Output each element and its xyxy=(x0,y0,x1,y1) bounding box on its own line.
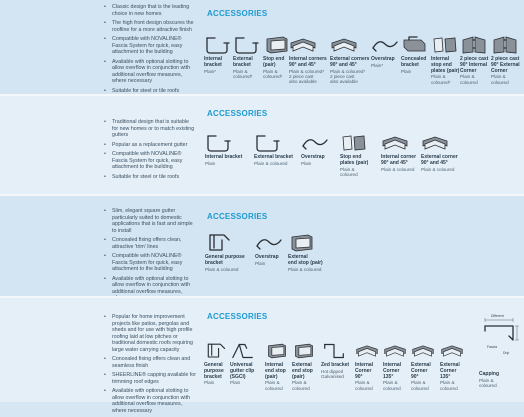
capping-icon xyxy=(479,306,523,366)
capping-dim-label: Drip xyxy=(503,351,510,355)
accessory-item xyxy=(230,340,260,386)
feature-list xyxy=(104,119,196,183)
accessory-item xyxy=(289,34,327,85)
end-stop-icon xyxy=(288,232,316,254)
accessory-finish: Plain & coloured xyxy=(292,380,310,391)
accessory-item xyxy=(340,132,380,177)
accessory-finish: Plain & coloured xyxy=(383,380,401,391)
accessory-item xyxy=(205,132,243,166)
feature-item: • Classic design that is the leading choice in new homes xyxy=(104,4,196,17)
accessory-name: Concealed bracket xyxy=(401,56,427,68)
feature-item: • Suitable for steel or tile roofs xyxy=(104,174,196,181)
feature-item: • Slim, elegant square gutter particularly suited to domestic applications that is fast and simple to install xyxy=(104,208,196,234)
accessory-item xyxy=(411,340,437,391)
accessory-item xyxy=(371,34,402,68)
accessory-finish: Plain & coloured* xyxy=(233,68,253,79)
accessory-item xyxy=(255,232,287,266)
section-traditional-gutter xyxy=(0,96,524,194)
accessory-item xyxy=(301,132,335,166)
general-purpose-bracket-icon xyxy=(204,340,228,362)
accessory-finish: Plain xyxy=(401,68,412,74)
feature-item: • The high front design obscures the roofline for a more attractive finish xyxy=(104,20,196,33)
feature-item: • Traditional design that is suitable for new homes or to match existing gutters xyxy=(104,119,196,139)
accessory-item xyxy=(355,340,381,391)
accessory-item xyxy=(330,34,370,85)
accessory-finish: Plain & coloured xyxy=(288,266,322,272)
section-quad-gutter xyxy=(0,298,524,414)
general-purpose-bracket-icon xyxy=(205,232,233,254)
accessory-finish: Plain & coloured* 2 piece cast also available xyxy=(330,68,366,85)
accessories-heading: ACCESSORIES xyxy=(207,109,268,118)
internal-corner-icon xyxy=(355,340,379,362)
accessory-name: Internal stop end plates (pair) xyxy=(431,56,460,74)
section-square-gutter xyxy=(0,196,524,296)
accessory-finish: Plain* xyxy=(371,62,384,68)
accessory-name: Internal Corner 135° xyxy=(383,362,402,380)
accessory-name: Internal end stop (pair) xyxy=(265,362,286,380)
capping-dim-label: Fascia xyxy=(487,345,497,349)
internal-corner-icon xyxy=(289,34,317,56)
accessory-finish: Plain & coloured xyxy=(479,377,497,389)
accessory-finish: Plain & coloured xyxy=(460,74,478,85)
accessory-finish: Plain & coloured* 2 piece cast also available xyxy=(289,68,325,85)
accessory-finish: Plain & coloured xyxy=(421,166,455,172)
accessory-item xyxy=(431,34,462,85)
accessory-name: Stop end (pair) xyxy=(263,56,285,68)
accessory-finish: Plain & coloured xyxy=(355,380,373,391)
feature-item: • Popular for home improvement projects like patios, pergolas and sheds and for use with high profile roofing laid at low pitches or traditional domestic roofs requiring large water carrying capacity xyxy=(104,314,196,353)
stop-end-plates-icon xyxy=(431,34,459,56)
accessory-finish: Plain & coloured xyxy=(381,166,415,172)
accessory-name: Zed bracket xyxy=(321,362,350,368)
concealed-bracket-icon xyxy=(401,34,429,56)
accessory-finish: Plain & coloured* xyxy=(431,74,451,85)
accessory-item xyxy=(254,132,298,166)
feature-item: • Popular as a replacement gutter xyxy=(104,142,196,149)
accessory-item xyxy=(383,340,409,391)
accessory-name: Capping xyxy=(479,371,499,377)
accessory-finish: Plain xyxy=(255,260,266,266)
internal-bracket-icon xyxy=(204,34,232,56)
feature-list xyxy=(104,314,196,417)
accessory-item xyxy=(204,340,230,386)
cast-external-corner-icon xyxy=(491,34,519,56)
accessory-item xyxy=(265,340,291,391)
gutter-clip-icon xyxy=(230,340,256,362)
accessory-name: General purpose bracket xyxy=(205,254,245,266)
section-high-front-gutter xyxy=(0,0,524,94)
accessory-item xyxy=(401,34,432,74)
feature-item: • Compatible with NOVALINE® Fascia System for quick, easy attachment to the building xyxy=(104,253,196,273)
accessory-item xyxy=(288,232,334,272)
accessory-finish: Plain & coloured xyxy=(440,380,458,391)
accessory-name: Overstrap xyxy=(301,154,325,160)
accessory-item xyxy=(233,34,264,79)
accessory-name: External Corner 135° xyxy=(440,362,460,380)
accessory-item xyxy=(479,306,523,389)
feature-item: • Available with optional slotting to allow overflow in conjunction with additional overflow measures, xyxy=(104,276,196,302)
accessory-name: General purpose bracket xyxy=(204,362,224,380)
feature-item: • Concealed fixing offers clean and seamless finish xyxy=(104,356,196,369)
zed-bracket-icon xyxy=(321,340,347,362)
feature-item: • Concealed fixing offers clean, attractive 'trim' lines xyxy=(104,237,196,250)
accessory-finish: Plain xyxy=(205,160,216,166)
feature-item: • Suitable for steel or tile roofs xyxy=(104,88,196,95)
accessory-finish: Plain* xyxy=(204,68,217,74)
accessory-name: External Corner 90° xyxy=(411,362,431,380)
feature-list xyxy=(104,4,196,97)
accessory-name: External corner 90° and 45° xyxy=(421,154,458,166)
external-bracket-icon xyxy=(233,34,261,56)
accessory-finish: Plain xyxy=(301,160,312,166)
external-corner-icon xyxy=(421,132,449,154)
feature-item: • Available with optional slotting to allow overflow in conjunction with additional overflow measures, where necessary xyxy=(104,388,196,414)
accessory-finish: Plain & coloured xyxy=(340,166,358,177)
feature-item: • SHEERLINE® capping available for trimming roof edges xyxy=(104,372,196,385)
internal-corner-icon xyxy=(383,340,407,362)
accessory-name: External bracket xyxy=(254,154,293,160)
accessory-item xyxy=(421,132,465,172)
accessory-name: External bracket xyxy=(233,56,253,68)
accessory-finish: Plain xyxy=(204,380,215,386)
accessory-finish: Plain & coloured xyxy=(411,380,429,391)
accessory-name: External end stop (pair) xyxy=(288,254,323,266)
accessories-heading: ACCESSORIES xyxy=(207,212,268,221)
accessory-name: Stop end plates (pair) xyxy=(340,154,369,166)
stop-end-icon xyxy=(263,34,291,56)
accessory-finish: Plain & coloured xyxy=(491,74,509,85)
accessory-finish: Plain & coloured xyxy=(254,160,288,166)
end-stop-icon xyxy=(265,340,289,362)
overstrap-icon xyxy=(255,232,283,254)
external-bracket-icon xyxy=(254,132,282,154)
external-corner-icon xyxy=(411,340,435,362)
accessory-item xyxy=(292,340,318,391)
accessory-finish: Plain & coloured xyxy=(205,266,239,272)
accessory-name: 2 piece cast 90° Internal Corner xyxy=(460,56,489,74)
end-stop-icon xyxy=(292,340,316,362)
accessory-name: Internal bracket xyxy=(204,56,223,68)
accessory-item xyxy=(321,340,351,380)
accessories-heading: ACCESSORIES xyxy=(207,9,268,18)
accessory-name: Internal corner 90° and 45° xyxy=(381,154,417,166)
accessory-item xyxy=(440,340,466,391)
feature-item: • Compatible with NOVALINE® Fascia System for quick, easy attachment to the building xyxy=(104,151,196,171)
accessory-name: Overstrap xyxy=(255,254,279,260)
accessory-name: Internal Corner 90° xyxy=(355,362,374,380)
accessory-name: 2 piece cast 90° External Corner xyxy=(491,56,520,74)
accessory-item xyxy=(460,34,491,85)
feature-item: • Compatible with NOVALINE® Fascia System for quick, easy attachment to the building xyxy=(104,36,196,56)
accessory-name: Overstrap xyxy=(371,56,395,62)
accessory-finish: Plain & coloured xyxy=(265,380,283,391)
accessory-name: Universal gutter clip (SGCI) xyxy=(230,362,255,380)
overstrap-icon xyxy=(301,132,329,154)
accessory-item xyxy=(381,132,423,172)
stop-end-plates-icon xyxy=(340,132,368,154)
feature-item: • Available with optional slotting to allow overflow in conjunction with additional overflow measures, where necessary xyxy=(104,59,196,85)
accessory-item xyxy=(204,34,235,74)
external-corner-icon xyxy=(330,34,358,56)
accessory-item xyxy=(491,34,524,85)
accessories-heading: ACCESSORIES xyxy=(207,312,268,321)
internal-bracket-icon xyxy=(205,132,233,154)
overstrap-icon xyxy=(371,34,399,56)
capping-dim-label: Different xyxy=(491,314,504,318)
accessory-finish: Plain xyxy=(230,380,241,386)
accessory-name: Internal corners 90° and 45° xyxy=(289,56,327,68)
external-corner-icon xyxy=(440,340,464,362)
accessory-finish: Plain & coloured* xyxy=(263,68,283,79)
internal-corner-icon xyxy=(381,132,409,154)
accessory-name: External corners 90° and 45° xyxy=(330,56,370,68)
accessory-item xyxy=(205,232,250,272)
cast-internal-corner-icon xyxy=(460,34,488,56)
accessory-finish: Hot dipped Galvanised xyxy=(321,368,344,380)
accessory-name: External end stop (pair) xyxy=(292,362,313,380)
accessory-name: Internal bracket xyxy=(205,154,243,160)
